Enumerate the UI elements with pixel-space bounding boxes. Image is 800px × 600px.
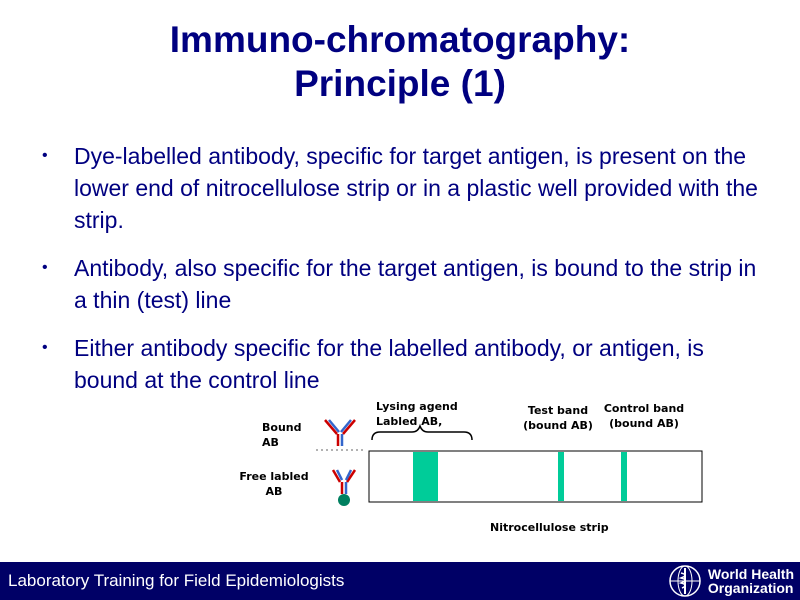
title-line-2: Principle (1) bbox=[294, 63, 506, 104]
test-band-label: Test band (bound AB) bbox=[523, 404, 593, 432]
bullet-icon: • bbox=[42, 339, 48, 356]
free-labled-ab-label: Free labled AB bbox=[239, 470, 309, 498]
footer-bar bbox=[0, 562, 800, 600]
bullet-text: Either antibody specific for the labelled antibody, or antigen, is bound at the control line bbox=[74, 335, 704, 393]
who-logo-text: World Health Organization bbox=[707, 566, 794, 596]
free-labeled-antibody-icon bbox=[333, 470, 355, 506]
bullet-text: Dye-labelled antibody, specific for target antigen, is present on the lower end of nitrocellulose strip or in a plastic well provided with the strip. bbox=[74, 143, 758, 233]
control-band-label: Control band (bound AB) bbox=[603, 402, 685, 430]
title-line-1: Immuno-chromatography: bbox=[169, 19, 631, 60]
dye-label-icon bbox=[338, 494, 350, 506]
labeled-antibody-band bbox=[413, 452, 438, 501]
nitrocellulose-strip-label: Nitrocellulose strip bbox=[490, 521, 609, 534]
bullet-icon: • bbox=[42, 147, 48, 164]
test-band bbox=[558, 452, 564, 501]
bound-antibody-icon bbox=[316, 420, 366, 450]
footer-text: Laboratory Training for Field Epidemiologists bbox=[8, 571, 345, 590]
bullet-icon: • bbox=[42, 259, 48, 276]
who-logo bbox=[668, 564, 794, 598]
who-emblem-icon bbox=[668, 564, 702, 598]
bullet-text: Antibody, also specific for the target antigen, is bound to the strip in a thin (test) line bbox=[74, 255, 757, 313]
bound-ab-label: Bound AB bbox=[262, 421, 302, 449]
lysing-agent-label: Lysing agend Labled AB, bbox=[376, 400, 458, 428]
brace-icon bbox=[372, 426, 472, 440]
control-band bbox=[621, 452, 627, 501]
